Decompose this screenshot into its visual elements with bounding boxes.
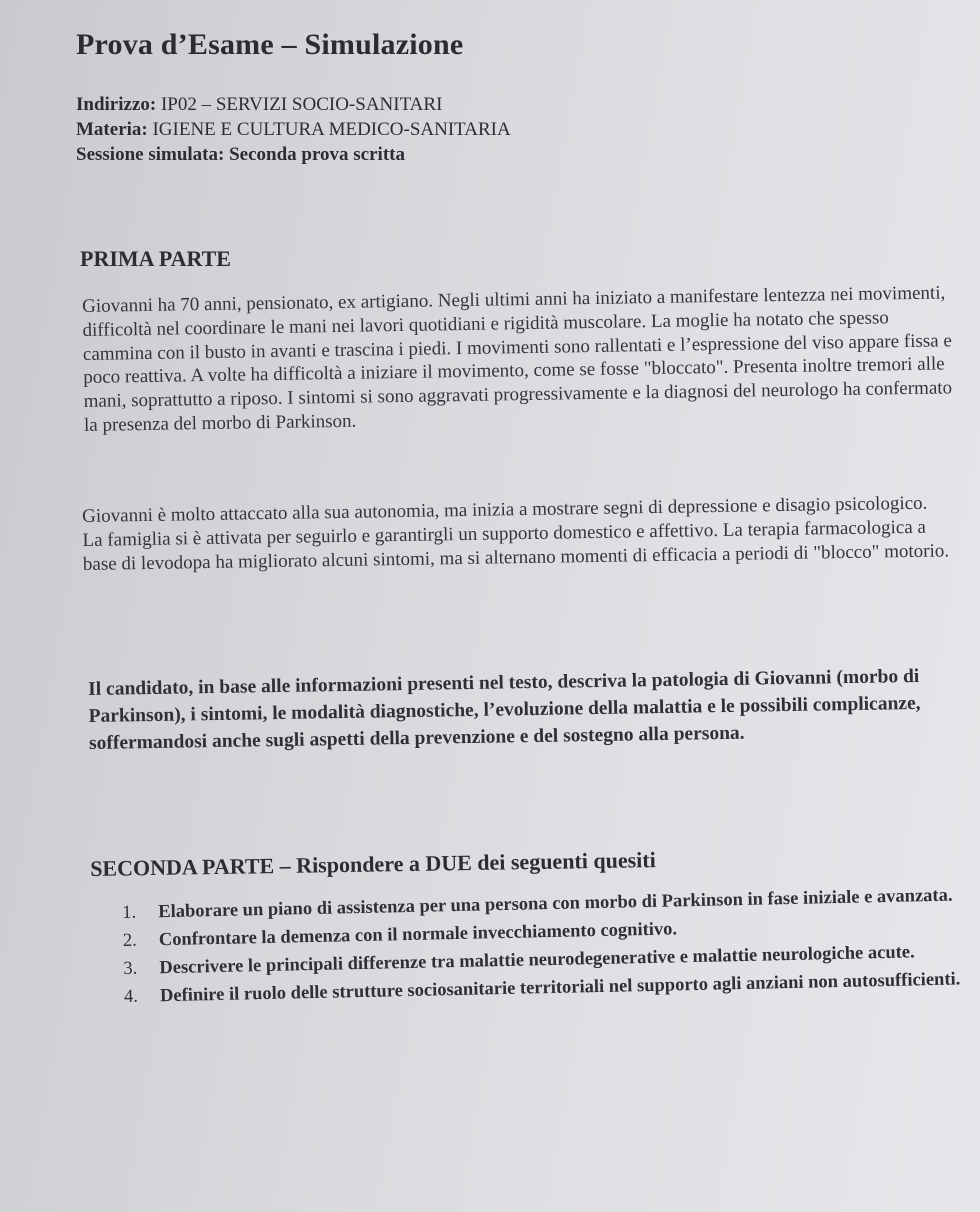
- question-number: 4.: [123, 986, 139, 1007]
- materia-label: Materia:: [76, 119, 148, 140]
- case-paragraph-2: Giovanni è molto attaccato alla sua autonomia, ma inizia a mostrare segni di depressione e disagio psicologico. La famiglia si è attivata per seguirlo e garantirgli un supporto domestico e affettivo. La terapia farmacologica a base di levodopa ha migliorato alcuni sintomi, ma si alternano momenti di efficacia a periodi di "blocco" motorio.: [82, 492, 950, 575]
- question-text: Definire il ruolo delle strutture sociosanitarie territoriali nel supporto agli anziani non autosufficienti.: [159, 969, 961, 1007]
- question-number: 1.: [122, 902, 137, 923]
- indirizzo-value: IP02 – SERVIZI SOCIO-SANITARI: [160, 94, 443, 115]
- candidate-task: Il candidato, in base alle informazioni presenti nel testo, descriva la patologia di Giovanni (morbo di Parkinson), i sintomi, le modalità diagnostiche, l’evoluzione della malattia e le possibili complicanze, soffermandosi anche sugli aspetti della prevenzione e del sostegno alla persona.: [88, 665, 921, 754]
- question-text: Elaborare un piano di assistenza per una persona con morbo di Parkinson in fase iniziale e avanzata.: [158, 885, 953, 923]
- question-number: 3.: [123, 958, 138, 979]
- question-text: Descrivere le principali differenze tra malattie neurodegenerative e malattie neurologiche acute.: [159, 942, 915, 979]
- session-line: Sessione simulata: Seconda prova scritta: [76, 144, 405, 165]
- part2-heading: SECONDA PARTE – Rispondere a DUE dei seguenti quesiti: [90, 847, 656, 881]
- indirizzo-row: [76, 92, 511, 117]
- document-title: Prova d’Esame – Simulazione: [76, 28, 464, 61]
- materia-row: [76, 117, 511, 142]
- exam-metadata: [76, 92, 511, 167]
- question-text: Confrontare la demenza con il normale invecchiamento cognitivo.: [158, 919, 678, 951]
- materia-value: IGIENE E CULTURA MEDICO-SANITARIA: [152, 119, 511, 140]
- question-number: 2.: [122, 930, 137, 951]
- part1-heading: PRIMA PARTE: [80, 246, 231, 271]
- questions-list: [122, 882, 974, 1012]
- case-paragraph-1: Giovanni ha 70 anni, pensionato, ex artigiano. Negli ultimi anni ha iniziato a manifestare lentezza nei movimenti, difficoltà nel coordinare le mani nei lavori quotidiani e rigidità muscolare. La moglie ha notato che spesso cammina con il busto in avanti e trascina i piedi. I movimenti sono rallentati e l’espressione del viso appare fissa e poco reattiva. A volte ha difficoltà a iniziare il movimento, come se fosse "bloccato". Presenta inoltre tremori alle mani, soprattutto a riposo. I sintomi si sono aggravati progressivamente e la diagnosi del neurologo ha confermato la presenza del morbo di Parkinson.: [82, 282, 953, 436]
- indirizzo-label: Indirizzo:: [76, 94, 157, 115]
